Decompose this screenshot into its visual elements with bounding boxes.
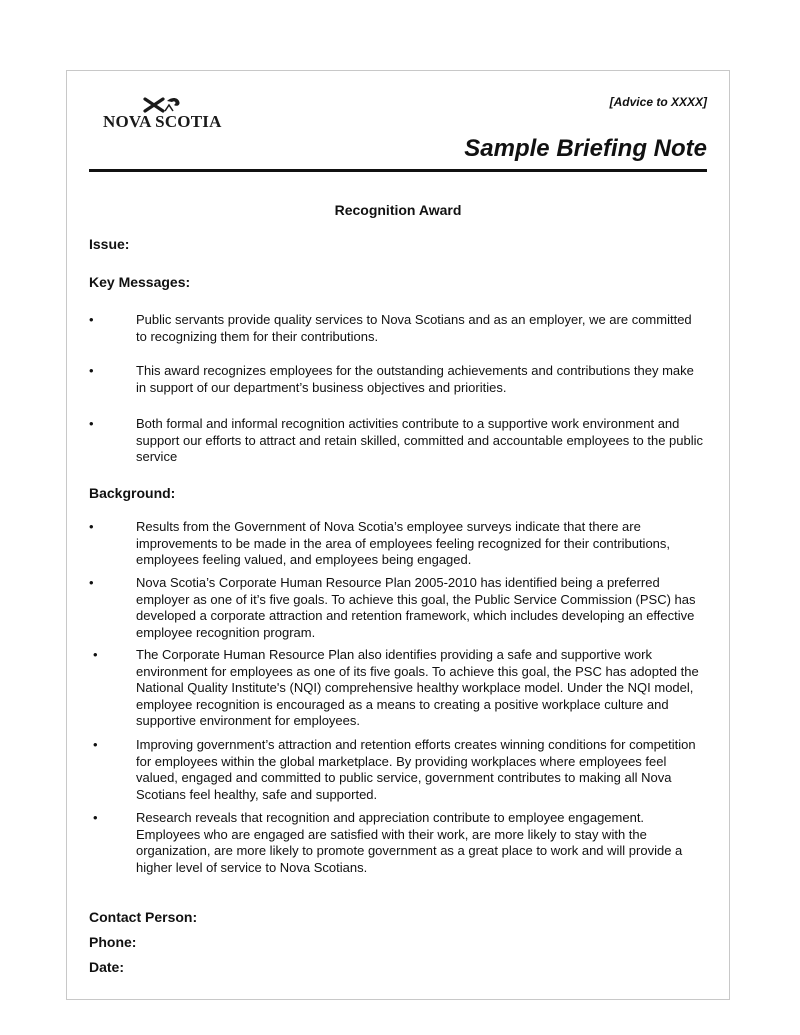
subject-heading: Recognition Award xyxy=(334,202,462,218)
key-message-text: This award recognizes employees for the outstanding achievements and contributions they make in support of our department’s business objectives and priorities. xyxy=(136,363,694,395)
bullet-marker: • xyxy=(89,416,94,431)
phone-label: Phone: xyxy=(89,934,137,950)
background-text: Nova Scotia’s Corporate Human Resource Plan 2005-2010 has identified being a preferred employer as one of it’s five goals. To achieve this goal, the Public Service Commission (PSC) has developed a corporate attraction and retention framework, which includes developing an effective employee recognition program. xyxy=(136,575,696,640)
background-heading: Background: xyxy=(89,485,176,501)
bullet-marker: • xyxy=(89,312,94,327)
key-message-text: Public servants provide quality services to Nova Scotians and as an employer, we are committed to recognizing them for their contributions. xyxy=(136,312,692,344)
bullet-marker: • xyxy=(89,575,94,590)
key-message-text: Both formal and informal recognition activities contribute to a supportive work environment and support our efforts to attract and retain skilled, committed and accountable employees to the public service xyxy=(136,416,704,464)
bullet-marker: • xyxy=(93,810,98,825)
title-divider xyxy=(89,169,707,172)
advice-to-label: [Advice to XXXX] xyxy=(609,95,707,109)
page-title: Sample Briefing Note xyxy=(464,135,707,162)
document-page xyxy=(66,70,730,1000)
bullet-marker: • xyxy=(93,647,98,662)
key-messages-heading: Key Messages: xyxy=(89,274,191,290)
bullet-marker: • xyxy=(89,363,94,378)
background-text: Results from the Government of Nova Scotia’s employee surveys indicate that there are improvements to be made in the area of employees feeling recognized for their contributions, employees feeling valued, and employees being engaged. xyxy=(136,519,671,567)
logo-wordmark: NOVA SCOTIA xyxy=(103,112,222,131)
background-text: Improving government’s attraction and retention efforts creates winning conditions for competition for employees within the global marketplace. By providing workplaces where employees feel valued, engaged and committed to public service, government contributes to making all Nova Scotians feel healthy, safe and supported. xyxy=(136,737,696,802)
bullet-marker: • xyxy=(93,737,98,752)
background-text: The Corporate Human Resource Plan also identifies providing a safe and supportive work environment for employees as one of its five goals. To achieve this goal, the PSC has adopted the National Quality Institute's (NQI) comprehensive healthy workplace model. Under the NQI model, employee recognition is encouraged as a means to creating a positive workplace culture and supportive environment for employees. xyxy=(136,647,699,728)
issue-heading: Issue: xyxy=(89,236,130,252)
bullet-marker: • xyxy=(89,519,94,534)
contact-person-label: Contact Person: xyxy=(89,909,198,925)
nova-scotia-logo xyxy=(103,97,243,137)
background-text: Research reveals that recognition and appreciation contribute to employee engagement. Employees who are engaged are satisfied with their work, are more likely to stay with the organization, are more likely to promote government as a great place to work and will provide a higher level of service to Nova Scotians. xyxy=(136,810,683,875)
date-label: Date: xyxy=(89,959,125,975)
